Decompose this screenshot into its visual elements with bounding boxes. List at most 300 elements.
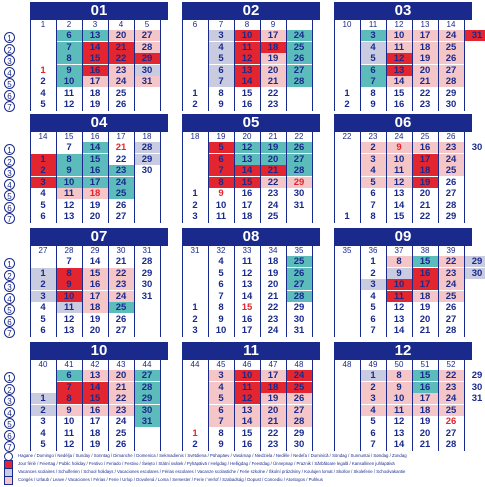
day-cell[interactable]: 3 (208, 370, 234, 381)
day-cell[interactable]: 10 (386, 393, 412, 404)
day-cell[interactable]: 31 (293, 199, 305, 211)
day-cell[interactable]: 2 (360, 382, 386, 393)
day-cell[interactable]: 19 (89, 99, 101, 110)
day-cell[interactable]: 18 (89, 87, 101, 99)
day-cell[interactable]: 1 (370, 256, 376, 267)
day-cell[interactable]: 2 (30, 405, 56, 416)
day-cell[interactable]: 18 (412, 42, 438, 53)
day-cell[interactable]: 15 (412, 256, 438, 267)
day-cell[interactable]: 20 (419, 313, 431, 325)
day-cell[interactable]: 8 (56, 268, 82, 279)
day-cell[interactable]: 16 (241, 188, 253, 199)
day-cell[interactable]: 17 (412, 154, 438, 165)
day-cell[interactable]: 15 (393, 87, 405, 99)
day-cell[interactable]: 18 (412, 405, 438, 416)
day-cell[interactable]: 30 (293, 439, 305, 450)
day-cell[interactable]: 21 (260, 76, 286, 87)
day-cell[interactable]: 12 (63, 313, 75, 325)
day-cell[interactable]: 19 (419, 416, 431, 427)
day-cell[interactable]: 20 (419, 188, 431, 199)
day-cell[interactable]: 15 (82, 268, 108, 279)
day-cell[interactable]: 31 (293, 325, 305, 336)
day-cell[interactable]: 11 (386, 291, 412, 302)
day-cell[interactable]: 24 (286, 370, 312, 381)
day-cell[interactable]: 14 (89, 256, 101, 267)
day-cell[interactable]: 12 (234, 393, 260, 404)
day-cell[interactable]: 27 (445, 188, 457, 199)
day-cell[interactable]: 4 (208, 382, 234, 393)
day-cell[interactable]: 26 (445, 416, 457, 427)
day-cell[interactable]: 9 (218, 313, 224, 325)
day-cell[interactable]: 13 (82, 370, 108, 381)
day-cell[interactable]: 7 (360, 76, 386, 87)
day-cell[interactable]: 5 (40, 313, 46, 325)
day-cell[interactable]: 1 (30, 154, 56, 165)
day-cell[interactable]: 18 (260, 42, 286, 53)
day-cell[interactable]: 19 (89, 439, 101, 450)
day-cell[interactable]: 8 (208, 177, 234, 188)
day-cell[interactable]: 13 (234, 154, 260, 165)
day-cell[interactable]: 7 (370, 199, 376, 211)
day-cell[interactable]: 29 (293, 302, 305, 313)
day-cell[interactable]: 21 (115, 256, 127, 267)
day-cell[interactable]: 30 (141, 279, 153, 290)
day-cell[interactable]: 9 (386, 268, 412, 279)
day-cell[interactable]: 23 (419, 99, 431, 110)
day-cell[interactable]: 19 (267, 267, 279, 279)
day-cell[interactable]: 14 (393, 439, 405, 450)
day-cell[interactable]: 28 (286, 76, 312, 87)
day-cell[interactable]: 20 (267, 279, 279, 290)
day-cell[interactable]: 6 (56, 370, 82, 381)
day-cell[interactable]: 25 (286, 256, 312, 267)
day-cell[interactable]: 6 (218, 279, 224, 290)
day-cell[interactable]: 2 (40, 76, 46, 87)
day-cell[interactable]: 25 (108, 188, 134, 199)
day-cell[interactable]: 17 (260, 30, 286, 41)
day-cell[interactable]: 22 (260, 177, 286, 188)
day-cell[interactable]: 31 (464, 30, 485, 41)
day-cell[interactable]: 29 (445, 211, 457, 222)
day-cell[interactable]: 20 (260, 405, 286, 416)
day-cell[interactable]: 22 (108, 53, 134, 64)
day-cell[interactable]: 15 (241, 87, 253, 99)
day-cell[interactable]: 10 (215, 325, 227, 336)
day-cell[interactable]: 28 (286, 416, 312, 427)
day-cell[interactable]: 4 (218, 256, 224, 267)
day-cell[interactable]: 23 (438, 268, 464, 279)
day-cell[interactable]: 13 (393, 313, 405, 325)
day-cell[interactable]: 10 (63, 416, 75, 427)
day-cell[interactable]: 14 (234, 76, 260, 87)
day-cell[interactable]: 14 (82, 382, 108, 393)
day-cell[interactable]: 21 (108, 42, 134, 53)
day-cell[interactable]: 22 (438, 256, 464, 267)
day-cell[interactable]: 16 (82, 165, 108, 176)
day-cell[interactable]: 7 (56, 382, 82, 393)
day-cell[interactable]: 9 (386, 142, 412, 153)
day-cell[interactable]: 29 (293, 427, 305, 439)
day-cell[interactable]: 13 (234, 65, 260, 76)
day-cell[interactable]: 18 (260, 382, 286, 393)
day-cell[interactable]: 15 (393, 211, 405, 222)
day-cell[interactable]: 13 (234, 405, 260, 416)
day-cell[interactable]: 23 (267, 313, 279, 325)
day-cell[interactable]: 17 (241, 325, 253, 336)
day-cell[interactable]: 5 (208, 142, 234, 153)
day-cell[interactable]: 22 (267, 427, 279, 439)
day-cell[interactable]: 6 (370, 188, 376, 199)
day-cell[interactable]: 31 (134, 416, 160, 427)
day-cell[interactable]: 23 (108, 405, 134, 416)
day-cell[interactable]: 11 (63, 427, 75, 439)
day-cell[interactable]: 24 (108, 76, 134, 87)
day-cell[interactable]: 17 (241, 199, 253, 211)
day-cell[interactable]: 4 (40, 427, 46, 439)
day-cell[interactable]: 5 (360, 53, 386, 64)
day-cell[interactable]: 9 (56, 279, 82, 290)
day-cell[interactable]: 6 (370, 313, 376, 325)
day-cell[interactable]: 11 (234, 382, 260, 393)
day-cell[interactable]: 20 (260, 154, 286, 165)
day-cell[interactable]: 6 (56, 30, 82, 41)
day-cell[interactable]: 7 (208, 76, 234, 87)
day-cell[interactable]: 28 (286, 291, 312, 302)
day-cell[interactable]: 3 (192, 325, 198, 336)
day-cell[interactable]: 3 (360, 279, 386, 290)
day-cell[interactable]: 28 (286, 165, 312, 176)
day-cell[interactable]: 28 (141, 256, 153, 267)
day-cell[interactable]: 12 (386, 53, 412, 64)
day-cell[interactable]: 8 (386, 256, 412, 267)
day-cell[interactable]: 26 (286, 393, 312, 404)
day-cell[interactable]: 16 (412, 382, 438, 393)
day-cell[interactable]: 29 (286, 177, 312, 188)
day-cell[interactable]: 7 (208, 416, 234, 427)
day-cell[interactable]: 15 (82, 154, 108, 165)
day-cell[interactable]: 21 (108, 382, 134, 393)
day-cell[interactable]: 13 (241, 279, 253, 290)
day-cell[interactable]: 4 (40, 87, 46, 99)
day-cell[interactable]: 28 (134, 42, 160, 53)
day-cell[interactable]: 1 (344, 211, 350, 222)
day-cell[interactable]: 27 (286, 65, 312, 76)
day-cell[interactable]: 12 (234, 142, 260, 153)
day-cell[interactable]: 8 (386, 370, 412, 381)
day-cell[interactable]: 29 (134, 393, 160, 404)
day-cell[interactable]: 13 (386, 65, 412, 76)
day-cell[interactable]: 28 (445, 199, 457, 211)
day-cell[interactable]: 30 (134, 405, 160, 416)
day-cell[interactable]: 22 (438, 370, 464, 381)
day-cell[interactable]: 3 (360, 30, 386, 41)
day-cell[interactable]: 24 (438, 393, 464, 404)
day-cell[interactable]: 23 (108, 279, 134, 290)
day-cell[interactable]: 21 (267, 290, 279, 302)
day-cell[interactable]: 21 (260, 416, 286, 427)
day-cell[interactable]: 7 (208, 165, 234, 176)
day-cell[interactable]: 7 (56, 42, 82, 53)
day-cell[interactable]: 29 (141, 267, 153, 279)
day-cell[interactable]: 22 (267, 87, 279, 99)
day-cell[interactable]: 1 (192, 302, 198, 313)
day-cell[interactable]: 30 (134, 65, 160, 76)
day-cell[interactable]: 23 (108, 65, 134, 76)
day-cell[interactable]: 4 (40, 188, 46, 199)
day-cell[interactable]: 23 (438, 382, 464, 393)
day-cell[interactable]: 26 (286, 142, 312, 153)
day-cell[interactable]: 20 (108, 370, 134, 381)
day-cell[interactable]: 14 (82, 42, 108, 53)
day-cell[interactable]: 27 (286, 154, 312, 165)
day-cell[interactable]: 31 (134, 76, 160, 87)
day-cell[interactable]: 11 (56, 188, 82, 199)
day-cell[interactable]: 6 (360, 65, 386, 76)
day-cell[interactable]: 11 (63, 87, 75, 99)
day-cell[interactable]: 20 (419, 427, 431, 439)
day-cell[interactable]: 12 (393, 416, 405, 427)
day-cell[interactable]: 16 (241, 99, 253, 110)
day-cell[interactable]: 5 (208, 53, 234, 64)
day-cell[interactable]: 29 (471, 370, 483, 381)
day-cell[interactable]: 26 (445, 176, 457, 188)
day-cell[interactable]: 8 (56, 53, 82, 64)
day-cell[interactable]: 8 (218, 87, 224, 99)
day-cell[interactable]: 26 (115, 199, 127, 211)
day-cell[interactable]: 22 (419, 87, 431, 99)
day-cell[interactable]: 10 (234, 30, 260, 41)
day-cell[interactable]: 5 (40, 99, 46, 110)
day-cell[interactable]: 2 (30, 165, 56, 176)
day-cell[interactable]: 7 (370, 439, 376, 450)
day-cell[interactable]: 6 (208, 65, 234, 76)
day-cell[interactable]: 24 (438, 154, 464, 165)
day-cell[interactable]: 13 (63, 211, 75, 222)
day-cell[interactable]: 30 (293, 313, 305, 325)
day-cell[interactable]: 7 (66, 142, 72, 153)
day-cell[interactable]: 14 (393, 325, 405, 336)
day-cell[interactable]: 9 (56, 65, 82, 76)
day-cell[interactable]: 27 (286, 405, 312, 416)
day-cell[interactable]: 21 (419, 199, 431, 211)
day-cell[interactable]: 9 (218, 99, 224, 110)
day-cell[interactable]: 23 (267, 99, 279, 110)
day-cell[interactable]: 1 (30, 393, 56, 404)
day-cell[interactable]: 21 (419, 439, 431, 450)
day-cell[interactable]: 25 (286, 42, 312, 53)
day-cell[interactable]: 30 (464, 268, 485, 279)
day-cell[interactable]: 14 (234, 165, 260, 176)
day-cell[interactable]: 19 (89, 199, 101, 211)
day-cell[interactable]: 7 (66, 256, 72, 267)
day-cell[interactable]: 26 (438, 53, 464, 64)
day-cell[interactable]: 12 (63, 99, 75, 110)
day-cell[interactable]: 2 (30, 279, 56, 290)
day-cell[interactable]: 17 (412, 393, 438, 404)
day-cell[interactable]: 18 (89, 427, 101, 439)
day-cell[interactable]: 12 (241, 267, 253, 279)
day-cell[interactable]: 11 (386, 405, 412, 416)
day-cell[interactable]: 30 (471, 381, 483, 393)
day-cell[interactable]: 26 (445, 302, 457, 313)
day-cell[interactable]: 8 (218, 427, 224, 439)
day-cell[interactable]: 18 (241, 211, 253, 222)
day-cell[interactable]: 1 (344, 87, 350, 99)
day-cell[interactable]: 21 (419, 325, 431, 336)
day-cell[interactable]: 2 (192, 99, 198, 110)
day-cell[interactable]: 8 (370, 211, 376, 222)
day-cell[interactable]: 2 (370, 267, 376, 279)
day-cell[interactable]: 31 (471, 393, 483, 404)
day-cell[interactable]: 11 (241, 256, 253, 267)
day-cell[interactable]: 5 (370, 416, 376, 427)
day-cell[interactable]: 4 (208, 42, 234, 53)
day-cell[interactable]: 9 (56, 165, 82, 176)
day-cell[interactable]: 30 (445, 99, 457, 110)
day-cell[interactable]: 27 (438, 65, 464, 76)
day-cell[interactable]: 18 (82, 188, 108, 199)
day-cell[interactable]: 24 (438, 30, 464, 41)
day-cell[interactable]: 15 (241, 427, 253, 439)
day-cell[interactable]: 12 (234, 53, 260, 64)
day-cell[interactable]: 25 (267, 211, 279, 222)
day-cell[interactable]: 27 (134, 30, 160, 41)
day-cell[interactable]: 9 (56, 405, 82, 416)
day-cell[interactable]: 19 (412, 177, 438, 188)
day-cell[interactable]: 13 (393, 188, 405, 199)
day-cell[interactable]: 25 (438, 291, 464, 302)
day-cell[interactable]: 10 (56, 291, 82, 302)
day-cell[interactable]: 1 (360, 370, 386, 381)
day-cell[interactable]: 23 (267, 188, 279, 199)
day-cell[interactable]: 11 (215, 211, 227, 222)
day-cell[interactable]: 10 (386, 279, 412, 290)
day-cell[interactable]: 11 (56, 302, 82, 313)
day-cell[interactable]: 19 (412, 53, 438, 64)
day-cell[interactable]: 2 (344, 99, 350, 110)
day-cell[interactable]: 28 (445, 439, 457, 450)
day-cell[interactable]: 25 (438, 405, 464, 416)
day-cell[interactable]: 2 (360, 142, 386, 153)
day-cell[interactable]: 17 (82, 177, 108, 188)
day-cell[interactable]: 8 (370, 87, 376, 99)
day-cell[interactable]: 15 (241, 302, 253, 313)
day-cell[interactable]: 26 (286, 268, 312, 279)
day-cell[interactable]: 24 (286, 30, 312, 41)
day-cell[interactable]: 30 (141, 165, 153, 176)
day-cell[interactable]: 16 (393, 99, 405, 110)
day-cell[interactable]: 16 (82, 405, 108, 416)
day-cell[interactable]: 30 (293, 188, 305, 199)
day-cell[interactable]: 20 (260, 65, 286, 76)
day-cell[interactable]: 2 (192, 439, 198, 450)
day-cell[interactable]: 24 (115, 416, 127, 427)
day-cell[interactable]: 1 (192, 188, 198, 199)
day-cell[interactable]: 17 (82, 291, 108, 302)
day-cell[interactable]: 27 (445, 427, 457, 439)
day-cell[interactable]: 7 (370, 325, 376, 336)
day-cell[interactable]: 18 (412, 165, 438, 176)
day-cell[interactable]: 3 (192, 211, 198, 222)
day-cell[interactable]: 20 (89, 325, 101, 336)
day-cell[interactable]: 17 (82, 76, 108, 87)
day-cell[interactable]: 6 (370, 427, 376, 439)
day-cell[interactable]: 3 (360, 393, 386, 404)
day-cell[interactable]: 10 (56, 76, 82, 87)
day-cell[interactable]: 20 (412, 65, 438, 76)
day-cell[interactable]: 4 (40, 302, 46, 313)
day-cell[interactable]: 25 (438, 42, 464, 53)
day-cell[interactable]: 18 (82, 302, 108, 313)
day-cell[interactable]: 27 (115, 211, 127, 222)
day-cell[interactable]: 6 (208, 154, 234, 165)
day-cell[interactable]: 5 (370, 302, 376, 313)
day-cell[interactable]: 26 (115, 439, 127, 450)
day-cell[interactable]: 17 (89, 416, 101, 427)
day-cell[interactable]: 18 (267, 256, 279, 267)
day-cell[interactable]: 3 (208, 30, 234, 41)
day-cell[interactable]: 4 (360, 405, 386, 416)
day-cell[interactable]: 4 (360, 165, 386, 176)
day-cell[interactable]: 11 (234, 42, 260, 53)
day-cell[interactable]: 29 (445, 87, 457, 99)
day-cell[interactable]: 16 (241, 439, 253, 450)
day-cell[interactable]: 16 (241, 313, 253, 325)
day-cell[interactable]: 13 (82, 30, 108, 41)
day-cell[interactable]: 24 (108, 291, 134, 302)
day-cell[interactable]: 24 (267, 199, 279, 211)
day-cell[interactable]: 6 (208, 405, 234, 416)
day-cell[interactable]: 28 (445, 325, 457, 336)
day-cell[interactable]: 27 (115, 325, 127, 336)
day-cell[interactable]: 15 (82, 393, 108, 404)
day-cell[interactable]: 31 (141, 290, 153, 302)
day-cell[interactable]: 19 (260, 53, 286, 64)
day-cell[interactable]: 25 (286, 382, 312, 393)
day-cell[interactable]: 4 (370, 290, 376, 302)
day-cell[interactable]: 12 (63, 439, 75, 450)
day-cell[interactable]: 25 (108, 302, 134, 313)
day-cell[interactable]: 5 (208, 393, 234, 404)
day-cell[interactable]: 6 (40, 211, 46, 222)
day-cell[interactable]: 19 (260, 393, 286, 404)
day-cell[interactable]: 26 (115, 313, 127, 325)
day-cell[interactable]: 10 (234, 370, 260, 381)
day-cell[interactable]: 26 (286, 53, 312, 64)
day-cell[interactable]: 9 (370, 99, 376, 110)
day-cell[interactable]: 9 (218, 439, 224, 450)
day-cell[interactable]: 10 (215, 199, 227, 211)
day-cell[interactable]: 4 (360, 42, 386, 53)
day-cell[interactable]: 29 (134, 154, 160, 165)
day-cell[interactable]: 2 (192, 199, 198, 211)
day-cell[interactable]: 28 (134, 142, 160, 153)
day-cell[interactable]: 3 (360, 154, 386, 165)
day-cell[interactable]: 19 (260, 142, 286, 153)
day-cell[interactable]: 19 (89, 313, 101, 325)
day-cell[interactable]: 16 (82, 279, 108, 290)
day-cell[interactable]: 20 (108, 30, 134, 41)
day-cell[interactable]: 18 (412, 291, 438, 302)
day-cell[interactable]: 1 (192, 87, 198, 99)
day-cell[interactable]: 17 (412, 30, 438, 41)
day-cell[interactable]: 30 (471, 142, 483, 153)
day-cell[interactable]: 14 (393, 199, 405, 211)
day-cell[interactable]: 5 (40, 199, 46, 211)
day-cell[interactable]: 14 (386, 76, 412, 87)
day-cell[interactable]: 5 (360, 177, 386, 188)
day-cell[interactable]: 22 (108, 393, 134, 404)
